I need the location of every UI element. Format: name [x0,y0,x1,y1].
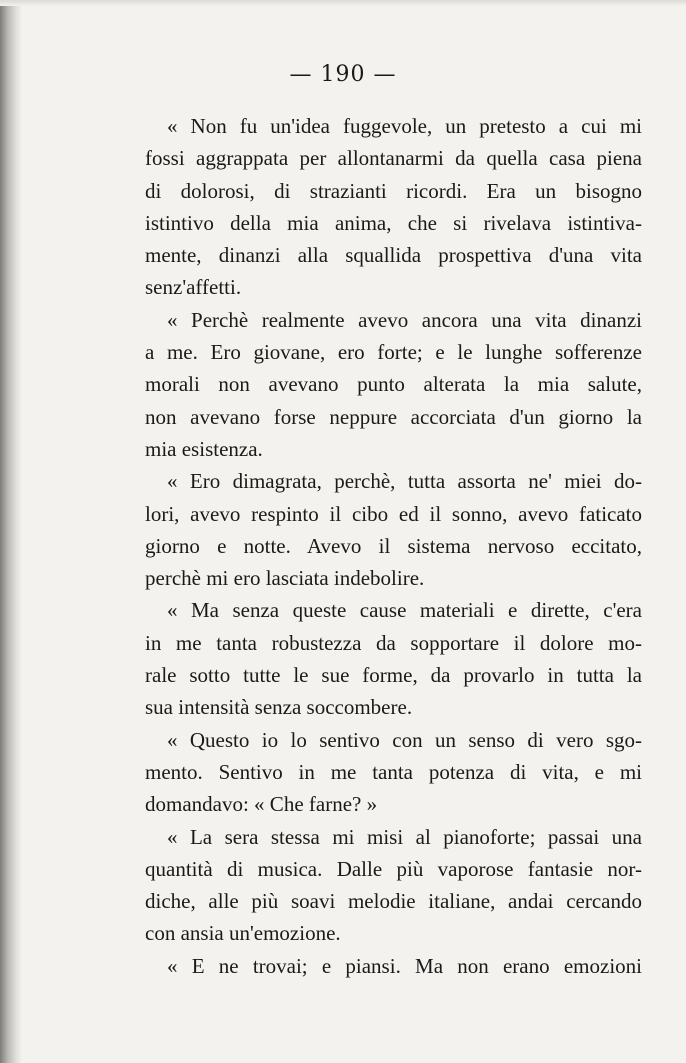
paragraph [145,724,642,821]
text-line: senz'affetti. [145,275,242,300]
text-line: domandavo: « Che farne? » [145,792,378,817]
text-line: con ansia un'emozione. [145,921,341,946]
text-line: mente, dinanzi alla squallida prospettiva d'una vita [145,243,642,268]
body-text [145,110,642,982]
text-line: morali non avevano punto alterata la mia salute, [145,372,642,397]
text-line: « E ne trovai; e piansi. Ma non erano emozioni [167,953,642,978]
text-line: non avevano forse neppure accorciata d'un giorno la [145,404,642,429]
text-line: « La sera stessa mi misi al pianoforte; passai una [167,824,642,849]
text-line: quantità di musica. Dalle più vaporose fantasie nor- [145,856,642,881]
text-line: lori, avevo respinto il cibo ed il sonno, avevo faticato [145,501,642,526]
page-number: — 190 — [289,62,397,87]
text-line: di dolorosi, di strazianti ricordi. Era un bisogno [145,178,642,203]
text-line: rale sotto tutte le sue forme, da provarlo in tutta la [145,663,642,688]
text-line: a me. Ero giovane, ero forte; e le lunghe sofferenze [145,340,642,365]
text-line: sua intensità senza soccombere. [145,695,413,720]
text-line: mia esistenza. [145,436,263,461]
text-line: « Perchè realmente avevo ancora una vita dinanzi [167,307,642,332]
text-line: diche, alle più soavi melodie italiane, andai cercando [145,889,642,914]
text-line: mento. Sentivo in me tanta potenza di vita, e mi [145,759,642,784]
paragraph [145,465,642,594]
paragraph [145,594,642,723]
text-line: « Questo io lo sentivo con un senso di vero sgo- [167,727,642,752]
text-line: « Ero dimagrata, perchè, tutta assorta ne' miei do- [167,469,642,494]
page-edge-shadow [0,0,22,1063]
page-top-shadow [0,0,686,6]
paragraph [145,950,642,982]
paragraph [145,821,642,950]
text-line: « Non fu un'idea fuggevole, un pretesto a cui mi [167,114,642,138]
text-line: fossi aggrappata per allontanarmi da quella casa piena [145,146,642,171]
text-line: « Ma senza queste cause materiali e dirette, c'era [167,598,642,623]
text-line: giorno e notte. Avevo il sistema nervoso eccitato, [145,533,642,558]
paragraph [145,110,642,304]
text-line: istintivo della mia anima, che si rivelava istintiva- [145,210,642,235]
text-line: perchè mi ero lasciata indebolire. [145,566,425,591]
text-line: in me tanta robustezza da sopportare il dolore mo- [145,630,642,655]
paragraph [145,304,642,465]
